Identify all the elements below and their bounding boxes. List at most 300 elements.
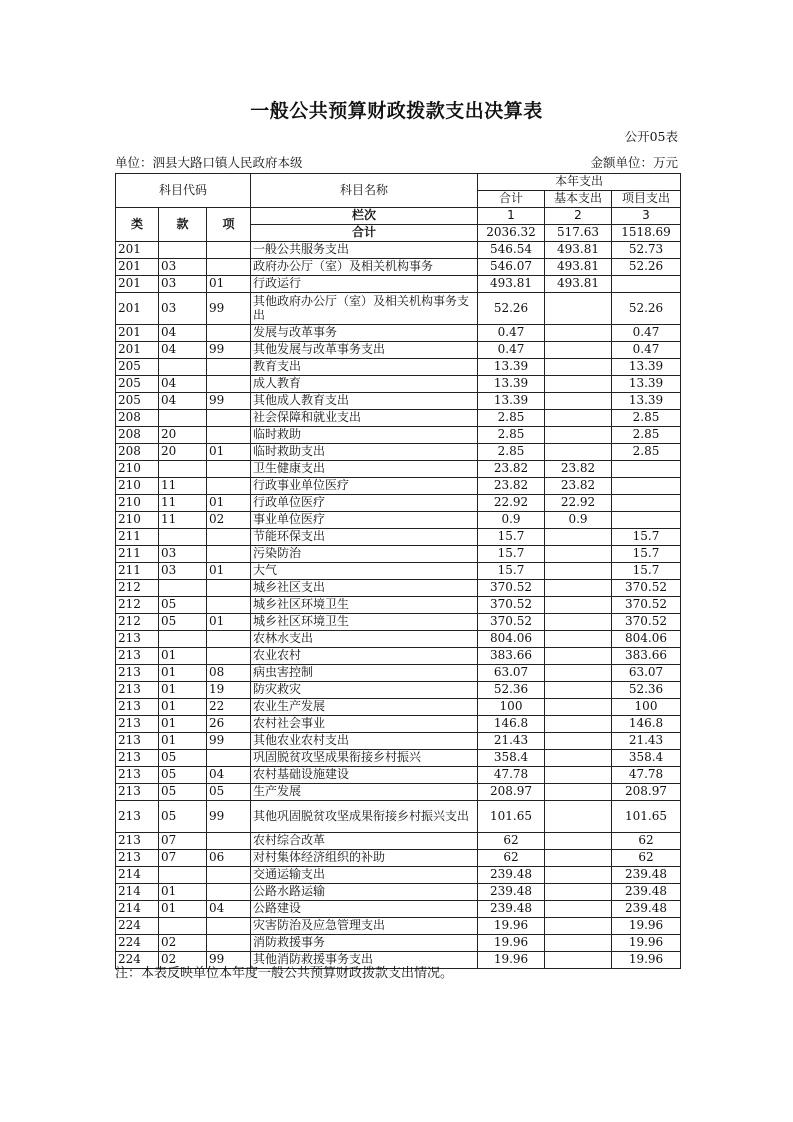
row-total: 2.85 [478, 444, 545, 461]
table-row [116, 699, 681, 716]
table-row [116, 512, 681, 529]
row-code-sub [207, 461, 251, 478]
row-name: 行政单位医疗 [251, 495, 478, 512]
row-total: 370.52 [478, 597, 545, 614]
row-code-item [159, 918, 207, 935]
row-name: 公路水路运输 [251, 884, 478, 901]
row-basic [545, 733, 612, 750]
row-code-item: 11 [159, 478, 207, 495]
row-basic [545, 716, 612, 733]
row-project: 2.85 [612, 427, 681, 444]
row-basic [545, 750, 612, 767]
row-project: 13.39 [612, 393, 681, 410]
row-code-item [159, 529, 207, 546]
row-code-item [159, 461, 207, 478]
row-code-sub [207, 546, 251, 563]
table-row [116, 901, 681, 918]
header-project: 项目支出 [612, 191, 681, 208]
row-project: 0.47 [612, 342, 681, 359]
table-row [116, 767, 681, 784]
table-row [116, 833, 681, 850]
footnote: 注：本表反映单位本年度一般公共预算财政拨款支出情况。 [115, 966, 454, 981]
row-code-item: 05 [159, 597, 207, 614]
row-code-class: 208 [116, 410, 159, 427]
row-code-item: 03 [159, 259, 207, 276]
row-project: 52.26 [612, 293, 681, 325]
row-name: 行政运行 [251, 276, 478, 293]
row-total: 52.26 [478, 293, 545, 325]
row-code-item: 05 [159, 801, 207, 833]
row-code-class: 213 [116, 850, 159, 867]
table-row [116, 918, 681, 935]
row-code-sub [207, 478, 251, 495]
row-name: 政府办公厅（室）及相关机构事务 [251, 259, 478, 276]
header-col1: 1 [478, 208, 545, 225]
row-code-sub: 99 [207, 733, 251, 750]
row-code-item: 07 [159, 833, 207, 850]
row-project: 358.4 [612, 750, 681, 767]
row-code-sub: 04 [207, 767, 251, 784]
row-basic: 23.82 [545, 478, 612, 495]
row-code-item: 11 [159, 512, 207, 529]
row-code-class: 214 [116, 901, 159, 918]
row-name: 教育支出 [251, 359, 478, 376]
row-name: 消防救援事务 [251, 935, 478, 952]
row-name: 行政事业单位医疗 [251, 478, 478, 495]
table-row [116, 242, 681, 259]
row-project: 15.7 [612, 529, 681, 546]
row-project: 370.52 [612, 614, 681, 631]
row-code-sub [207, 410, 251, 427]
row-total: 13.39 [478, 393, 545, 410]
header-lei: 类 [116, 208, 159, 242]
row-code-class: 201 [116, 325, 159, 342]
row-basic [545, 901, 612, 918]
row-total: 239.48 [478, 884, 545, 901]
row-code-class: 210 [116, 495, 159, 512]
row-name: 巩固脱贫攻坚成果衔接乡村振兴 [251, 750, 478, 767]
row-basic [545, 850, 612, 867]
row-code-sub: 01 [207, 563, 251, 580]
row-total: 804.06 [478, 631, 545, 648]
row-total: 15.7 [478, 546, 545, 563]
budget-table [115, 173, 681, 969]
row-code-item: 01 [159, 884, 207, 901]
row-code-item: 01 [159, 716, 207, 733]
row-total: 22.92 [478, 495, 545, 512]
row-basic [545, 325, 612, 342]
header-row [116, 174, 681, 191]
row-code-sub: 99 [207, 801, 251, 833]
row-total: 19.96 [478, 918, 545, 935]
row-project: 146.8 [612, 716, 681, 733]
row-total: 0.9 [478, 512, 545, 529]
row-project [612, 478, 681, 495]
row-name: 临时救助 [251, 427, 478, 444]
row-project: 52.73 [612, 242, 681, 259]
table-row [116, 259, 681, 276]
row-project: 13.39 [612, 359, 681, 376]
row-name: 污染防治 [251, 546, 478, 563]
row-code-item [159, 359, 207, 376]
row-code-sub: 99 [207, 342, 251, 359]
row-code-item [159, 410, 207, 427]
row-code-sub: 06 [207, 850, 251, 867]
row-total: 383.66 [478, 648, 545, 665]
row-code-class: 224 [116, 918, 159, 935]
row-code-class: 214 [116, 867, 159, 884]
row-total: 62 [478, 833, 545, 850]
row-basic [545, 665, 612, 682]
row-name: 其他消防救援事务支出 [251, 952, 478, 969]
row-project: 208.97 [612, 784, 681, 801]
row-name: 城乡社区支出 [251, 580, 478, 597]
row-total: 546.54 [478, 242, 545, 259]
row-code-class: 210 [116, 478, 159, 495]
row-code-class: 213 [116, 733, 159, 750]
row-code-class: 208 [116, 444, 159, 461]
row-code-sub: 08 [207, 665, 251, 682]
row-name: 其他成人教育支出 [251, 393, 478, 410]
row-code-item: 05 [159, 784, 207, 801]
row-project: 100 [612, 699, 681, 716]
row-code-class: 213 [116, 648, 159, 665]
row-code-item: 01 [159, 733, 207, 750]
row-code-sub: 02 [207, 512, 251, 529]
row-code-item: 04 [159, 376, 207, 393]
row-total: 15.7 [478, 529, 545, 546]
row-basic [545, 648, 612, 665]
row-total: 62 [478, 850, 545, 867]
header-code: 科目代码 [116, 174, 251, 208]
row-total: 19.96 [478, 935, 545, 952]
row-project: 239.48 [612, 867, 681, 884]
row-basic [545, 427, 612, 444]
row-name: 农村综合改革 [251, 833, 478, 850]
row-project: 370.52 [612, 580, 681, 597]
row-project: 19.96 [612, 918, 681, 935]
row-code-item: 02 [159, 935, 207, 952]
table-row [116, 410, 681, 427]
header-col2: 2 [545, 208, 612, 225]
table-row [116, 293, 681, 325]
row-total: 358.4 [478, 750, 545, 767]
table-row [116, 665, 681, 682]
row-code-item: 11 [159, 495, 207, 512]
row-code-item: 03 [159, 563, 207, 580]
row-basic [545, 444, 612, 461]
row-code-sub [207, 750, 251, 767]
row-project: 0.47 [612, 325, 681, 342]
table-row [116, 427, 681, 444]
table-row [116, 325, 681, 342]
row-basic [545, 867, 612, 884]
row-code-class: 213 [116, 833, 159, 850]
row-name: 社会保障和就业支出 [251, 410, 478, 427]
table-row [116, 716, 681, 733]
row-name: 其他发展与改革事务支出 [251, 342, 478, 359]
row-name: 临时救助支出 [251, 444, 478, 461]
row-code-sub [207, 359, 251, 376]
row-code-class: 214 [116, 884, 159, 901]
row-basic [545, 342, 612, 359]
row-project: 2.85 [612, 410, 681, 427]
row-project: 19.96 [612, 935, 681, 952]
row-basic [545, 376, 612, 393]
form-number: 公开05表 [624, 129, 678, 144]
row-project: 101.65 [612, 801, 681, 833]
table-row [116, 359, 681, 376]
row-total: 208.97 [478, 784, 545, 801]
row-project: 383.66 [612, 648, 681, 665]
table-row [116, 580, 681, 597]
row-code-class: 224 [116, 952, 159, 969]
table-row [116, 276, 681, 293]
row-code-sub [207, 833, 251, 850]
row-code-class: 212 [116, 580, 159, 597]
row-name: 农村社会事业 [251, 716, 478, 733]
row-name: 灾害防治及应急管理支出 [251, 918, 478, 935]
row-basic: 493.81 [545, 276, 612, 293]
table-row [116, 444, 681, 461]
row-code-class: 211 [116, 563, 159, 580]
row-code-class: 211 [116, 546, 159, 563]
row-code-sub [207, 867, 251, 884]
row-code-sub [207, 427, 251, 444]
row-project: 19.96 [612, 952, 681, 969]
row-total: 2.85 [478, 427, 545, 444]
header-year-exp: 本年支出 [478, 174, 681, 191]
table-row [116, 597, 681, 614]
row-code-class: 201 [116, 293, 159, 325]
row-code-class: 212 [116, 597, 159, 614]
row-project: 47.78 [612, 767, 681, 784]
row-code-item [159, 242, 207, 259]
row-total: 2.85 [478, 410, 545, 427]
row-code-sub: 99 [207, 952, 251, 969]
row-code-sub [207, 325, 251, 342]
table-body [116, 174, 681, 969]
header-basic: 基本支出 [545, 191, 612, 208]
row-basic [545, 918, 612, 935]
row-code-class: 210 [116, 512, 159, 529]
row-code-sub [207, 597, 251, 614]
row-basic: 493.81 [545, 242, 612, 259]
row-basic [545, 884, 612, 901]
row-basic: 0.9 [545, 512, 612, 529]
row-project: 13.39 [612, 376, 681, 393]
header-kuan: 款 [159, 208, 207, 242]
row-total: 239.48 [478, 867, 545, 884]
row-name: 大气 [251, 563, 478, 580]
row-total: 239.48 [478, 901, 545, 918]
row-code-sub [207, 918, 251, 935]
table-row [116, 733, 681, 750]
amount-unit: 金额单位：万元 [590, 155, 678, 170]
row-code-sub [207, 376, 251, 393]
row-total: 15.7 [478, 563, 545, 580]
row-basic [545, 597, 612, 614]
row-code-item: 20 [159, 444, 207, 461]
row-code-sub: 01 [207, 276, 251, 293]
row-project: 2.85 [612, 444, 681, 461]
row-name: 农村基础设施建设 [251, 767, 478, 784]
row-code-item: 07 [159, 850, 207, 867]
row-project: 804.06 [612, 631, 681, 648]
row-code-item: 05 [159, 750, 207, 767]
row-name: 城乡社区环境卫生 [251, 614, 478, 631]
row-basic [545, 699, 612, 716]
row-total: 23.82 [478, 461, 545, 478]
row-total: 13.39 [478, 376, 545, 393]
row-code-item: 02 [159, 952, 207, 969]
row-code-class: 213 [116, 682, 159, 699]
row-name: 生产发展 [251, 784, 478, 801]
row-code-sub: 99 [207, 293, 251, 325]
row-name: 事业单位医疗 [251, 512, 478, 529]
row-code-class: 213 [116, 767, 159, 784]
row-name: 交通运输支出 [251, 867, 478, 884]
row-code-class: 212 [116, 614, 159, 631]
row-code-sub: 99 [207, 393, 251, 410]
table-row [116, 342, 681, 359]
row-code-item: 01 [159, 901, 207, 918]
row-project [612, 276, 681, 293]
row-name: 病虫害控制 [251, 665, 478, 682]
row-basic [545, 682, 612, 699]
row-name: 成人教育 [251, 376, 478, 393]
row-code-class: 213 [116, 750, 159, 767]
table-row [116, 867, 681, 884]
row-basic [545, 546, 612, 563]
table-row [116, 750, 681, 767]
row-name: 发展与改革事务 [251, 325, 478, 342]
row-basic [545, 801, 612, 833]
row-total: 370.52 [478, 614, 545, 631]
row-basic: 23.82 [545, 461, 612, 478]
row-code-item [159, 867, 207, 884]
row-name: 对村集体经济组织的补助 [251, 850, 478, 867]
row-basic [545, 393, 612, 410]
table-row [116, 682, 681, 699]
row-basic [545, 359, 612, 376]
row-code-class: 213 [116, 699, 159, 716]
row-total: 100 [478, 699, 545, 716]
row-total: 19.96 [478, 952, 545, 969]
row-code-sub: 01 [207, 444, 251, 461]
row-code-class: 213 [116, 801, 159, 833]
row-total: 0.47 [478, 342, 545, 359]
table-row [116, 801, 681, 833]
row-code-sub [207, 580, 251, 597]
row-basic [545, 833, 612, 850]
row-project: 15.7 [612, 546, 681, 563]
row-project: 62 [612, 833, 681, 850]
row-code-class: 211 [116, 529, 159, 546]
row-name: 节能环保支出 [251, 529, 478, 546]
header-total: 合计 [478, 191, 545, 208]
table-row [116, 631, 681, 648]
row-name: 其他农业农村支出 [251, 733, 478, 750]
table-row [116, 461, 681, 478]
header-lanci: 栏次 [251, 208, 478, 225]
row-project: 52.36 [612, 682, 681, 699]
row-name: 公路建设 [251, 901, 478, 918]
row-basic [545, 563, 612, 580]
row-code-sub: 26 [207, 716, 251, 733]
row-basic [545, 784, 612, 801]
row-code-sub: 01 [207, 495, 251, 512]
row-code-sub [207, 884, 251, 901]
row-code-item: 20 [159, 427, 207, 444]
row-code-sub: 22 [207, 699, 251, 716]
total-amount: 2036.32 [478, 225, 545, 242]
row-code-item [159, 580, 207, 597]
header-col3: 3 [612, 208, 681, 225]
row-code-item: 01 [159, 699, 207, 716]
table-row [116, 648, 681, 665]
row-total: 493.81 [478, 276, 545, 293]
row-code-class: 205 [116, 393, 159, 410]
row-name: 其他政府办公厅（室）及相关机构事务支出 [251, 293, 478, 325]
row-basic [545, 767, 612, 784]
row-code-sub [207, 259, 251, 276]
row-basic [545, 529, 612, 546]
header-name: 科目名称 [251, 174, 478, 208]
row-code-sub: 05 [207, 784, 251, 801]
row-project [612, 512, 681, 529]
row-code-class: 201 [116, 342, 159, 359]
row-total: 52.36 [478, 682, 545, 699]
row-name: 农业农村 [251, 648, 478, 665]
total-project: 1518.69 [612, 225, 681, 242]
table-row [116, 393, 681, 410]
row-project [612, 461, 681, 478]
row-code-item: 04 [159, 325, 207, 342]
row-basic [545, 410, 612, 427]
row-code-class: 213 [116, 716, 159, 733]
table-row [116, 529, 681, 546]
row-project: 15.7 [612, 563, 681, 580]
row-project: 62 [612, 850, 681, 867]
row-project [612, 495, 681, 512]
row-basic [545, 952, 612, 969]
row-code-class: 210 [116, 461, 159, 478]
row-project: 52.26 [612, 259, 681, 276]
row-code-item: 01 [159, 665, 207, 682]
row-code-item: 03 [159, 546, 207, 563]
row-code-sub [207, 935, 251, 952]
row-name: 卫生健康支出 [251, 461, 478, 478]
row-code-sub [207, 529, 251, 546]
row-project: 63.07 [612, 665, 681, 682]
row-code-sub: 01 [207, 614, 251, 631]
row-code-sub [207, 242, 251, 259]
row-code-item: 03 [159, 276, 207, 293]
row-code-sub [207, 648, 251, 665]
row-basic: 22.92 [545, 495, 612, 512]
row-name: 农林水支出 [251, 631, 478, 648]
total-label: 合计 [251, 225, 478, 242]
table-row [116, 495, 681, 512]
row-code-item: 05 [159, 767, 207, 784]
header-row [116, 208, 681, 225]
table-row [116, 850, 681, 867]
table-row [116, 884, 681, 901]
row-total: 146.8 [478, 716, 545, 733]
row-total: 21.43 [478, 733, 545, 750]
table-row [116, 546, 681, 563]
